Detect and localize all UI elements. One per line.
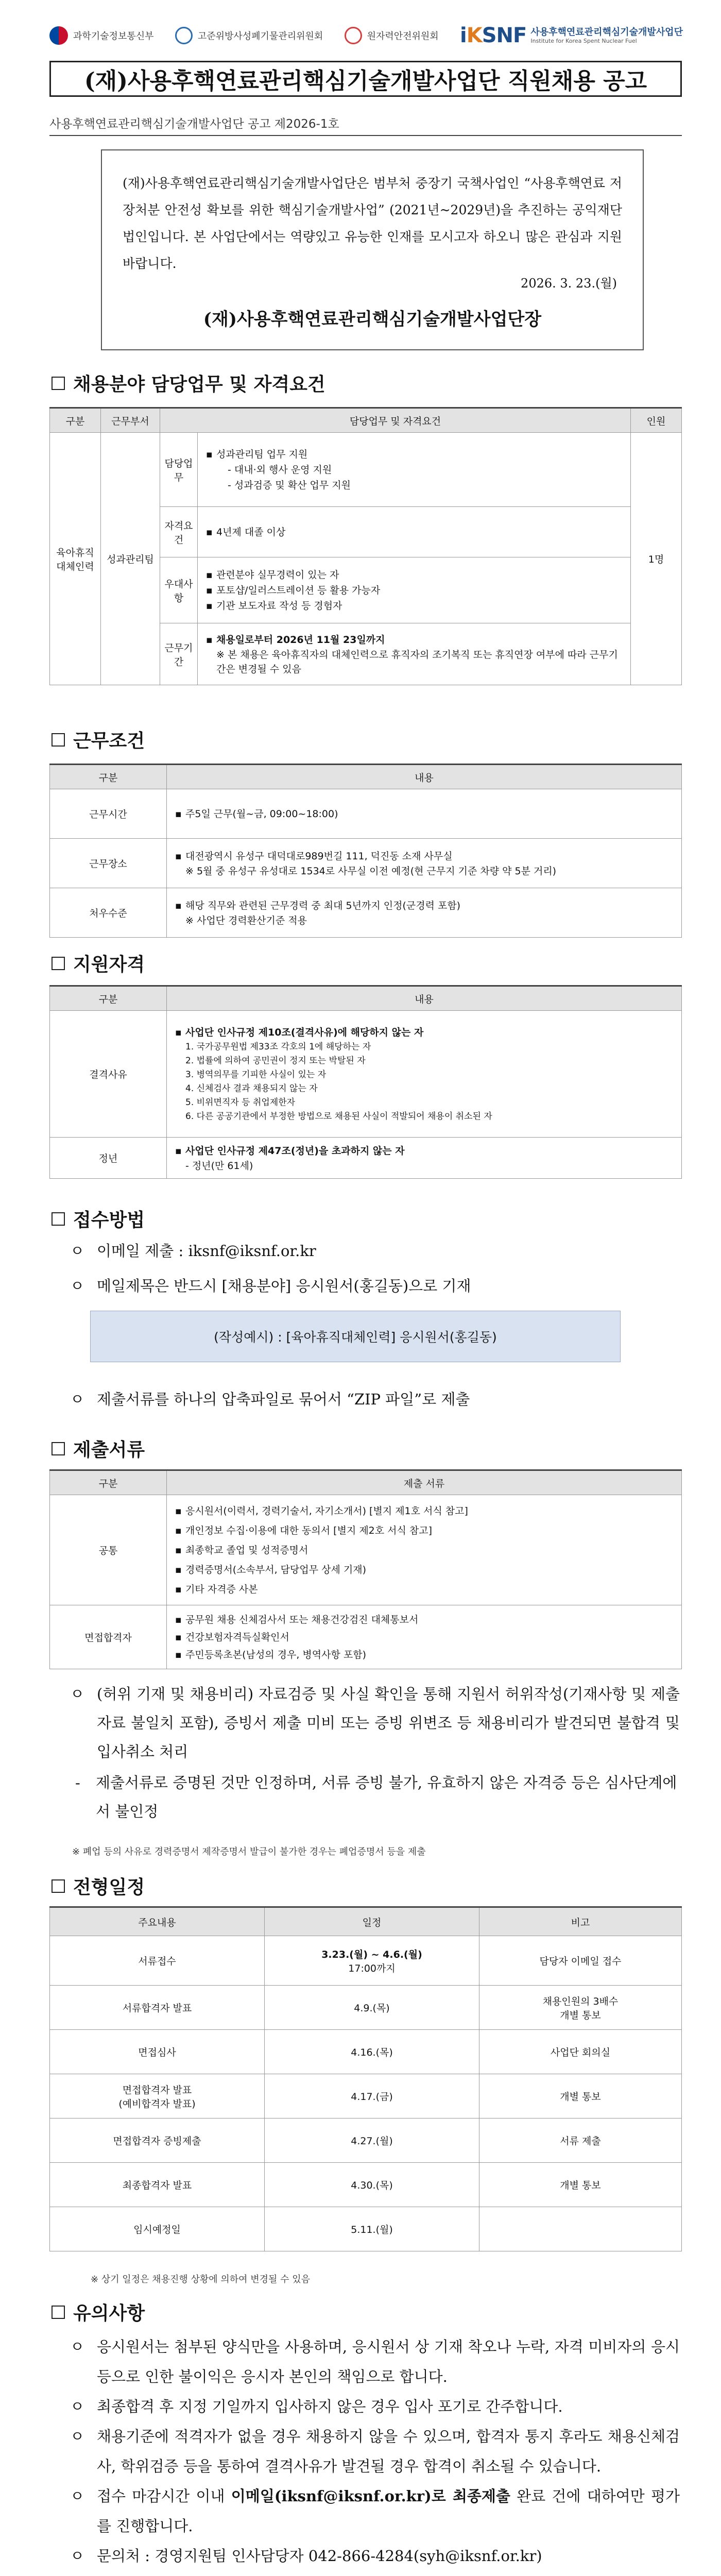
list-item: ▪ 경력증명서(소속부서, 담당업무 상세 기재)	[174, 1560, 674, 1580]
list-item	[67, 1385, 680, 1414]
recruit-department: 성과관리팀	[101, 433, 160, 685]
checkbox-square-icon	[52, 957, 65, 970]
list-item	[67, 2571, 680, 2576]
kintech-circle-icon	[175, 27, 193, 44]
list-item	[67, 1680, 680, 1766]
bullet-o-icon: ㅇ	[70, 1242, 85, 1260]
list-item: ▪ 사업단 인사규정 제47조(정년)을 초과하지 않는 자	[174, 1143, 674, 1159]
example-box: (작성예시) : [육아휴직대체인력] 응시원서(홍길동)	[90, 1311, 621, 1362]
iksnf-logo-text	[530, 27, 683, 45]
schedule-date-sub: 17:00까지	[348, 1962, 396, 1974]
schedule-note	[479, 1986, 682, 2030]
row-label: 근무시간	[50, 789, 167, 839]
list-item: ▪ 기관 보도자료 작성 등 경험자	[205, 598, 623, 614]
row-content	[167, 1138, 682, 1179]
section-title: 접수방법	[73, 1209, 145, 1231]
list-subitem: 6. 다른 공공기관에서 부정한 방법으로 채용된 사실이 적발되어 채용이 취소된 자	[185, 1111, 492, 1122]
logo-iksnf	[460, 24, 683, 47]
intro-text: (재)사용후핵연료관리핵심기술개발사업단은 범부처 중장기 국책사업인 “사용후핵연료 저장처분 안전성 확보를 위한 핵심기술개발사업” (2021년~2029년)을 추진하는 공익재단법인입니다. 본 사업단에서는 역량있고 유능한 인재를 모시고자 하오니 많은 관심과 지원 바랍니다.	[123, 176, 622, 271]
list-item: ▪ 4년제 대졸 이상	[205, 524, 623, 540]
section-heading	[52, 1435, 145, 1462]
intro-date: 2026. 3. 23.(월)	[521, 276, 617, 291]
logo-committee	[175, 27, 323, 44]
section-title: 지원자격	[73, 954, 145, 975]
schedule-date: 4.27.(월)	[265, 2119, 479, 2163]
schedule-item: 면접심사	[50, 2030, 265, 2074]
schedule-table	[49, 1906, 682, 2251]
checkbox-square-icon	[52, 377, 65, 390]
list-subitem: 5. 비위면직자 등 취업제한자	[185, 1097, 296, 1108]
bullet-o-icon: ㅇ	[70, 2338, 85, 2355]
schedule-note-main: 채용인원의 3배수	[542, 1995, 619, 2007]
logo-header	[49, 18, 683, 54]
logo-ministry	[49, 26, 154, 45]
page-title: (재)사용후핵연료관리핵심기술개발사업단 직원채용 공고	[49, 61, 682, 97]
section-title: 제출서류	[73, 1439, 145, 1461]
bullet-o-icon: ㅇ	[70, 2547, 85, 2565]
row-note: ※ 5월 중 유성구 유성대로 1534로 사무실 이전 예정(현 근무지 기준 차량 약 5분 거리)	[185, 865, 557, 877]
schedule-footnote: ※ 상기 일정은 채용진행 상황에 의하여 변경될 수 있음	[91, 2274, 311, 2285]
list-item: ▪ 관련분야 실무경력이 있는 자	[205, 567, 623, 583]
schedule-item-main: 면접합격자 발표	[122, 2084, 192, 2096]
row-content	[167, 839, 682, 888]
table-header: 일정	[265, 1907, 479, 1936]
row-content	[198, 557, 631, 623]
bullet-o-icon: ㅇ	[70, 2428, 85, 2445]
row-content	[167, 1011, 682, 1138]
schedule-item: 서류합격자 발표	[50, 1986, 265, 2030]
list-subitem: - 정년(만 61세)	[185, 1160, 253, 1172]
row-content	[167, 1495, 682, 1605]
list-item	[67, 2541, 680, 2571]
bullet-o-icon: ㅇ	[70, 2398, 85, 2415]
caution-contact: 문의처 : 경영지원팀 인사담당자 042-866-4284(syh@iksnf.or.kr)	[97, 2547, 542, 2565]
table-header: 구분	[50, 986, 167, 1011]
table-header: 구분	[50, 765, 167, 789]
list-item: ▪ 응시원서(이력서, 경력기술서, 자기소개서) [별지 제1호 서식 참고]	[174, 1501, 674, 1521]
docs-star-note: ※ 폐업 등의 사유로 경력증명서 제작증명서 발급이 불가한 경우는 폐업증명서 등을 제출	[72, 1846, 426, 1857]
row-note: ※ 본 채용은 육아휴직자의 대체인력으로 휴직자의 조기복직 또는 휴직연장 여부에 따라 근무기간은 변경될 수 있음	[216, 649, 618, 675]
schedule-note: 개별 통보	[479, 2163, 682, 2207]
section-title: 전형일정	[73, 1876, 145, 1898]
checkbox-square-icon	[52, 2306, 65, 2319]
list-subitem: - 대내·외 행사 운영 지원	[228, 464, 332, 476]
apply-list-zip	[67, 1385, 680, 1414]
row-label: 근무장소	[50, 839, 167, 888]
schedule-date: 4.30.(목)	[265, 2163, 479, 2207]
intro-box	[101, 149, 644, 350]
list-item: ▪ 건강보험자격득실확인서	[174, 1629, 674, 1646]
list-subitem: 2. 법률에 의하여 공민권이 정지 또는 박탈된 자	[185, 1055, 366, 1066]
list-item	[67, 1236, 680, 1265]
section-heading	[52, 2299, 145, 2325]
logo-mark-rest: SNF	[482, 24, 527, 47]
row-content	[198, 507, 631, 557]
schedule-date-main: 3.23.(월) ~ 4.6.(월)	[321, 1948, 422, 1960]
list-item	[67, 2392, 680, 2421]
caution-text: 최종합격 후 지정 기일까지 입사하지 않은 경우 입사 포기로 간주합니다.	[97, 2398, 563, 2415]
caution-deadline-bold: 이메일(iksnf@iksnf.or.kr)로 최종제출	[231, 2487, 510, 2505]
schedule-item: 임시예정일	[50, 2207, 265, 2251]
logo-nssc-text: 원자력안전위원회	[367, 31, 439, 42]
table-header: 내용	[167, 765, 682, 789]
row-content	[198, 623, 631, 685]
list-item: ▪ 해당 직무와 관련된 근무경력 중 최대 5년까지 인정(군경력 포함)	[174, 898, 674, 913]
docs-table	[49, 1469, 682, 1669]
table-header: 구분	[50, 1470, 167, 1495]
table-header: 인원	[631, 408, 682, 433]
apply-zip: 제출서류를 하나의 압축파일로 묶어서 “ZIP 파일”로 제출	[97, 1391, 470, 1408]
section-heading	[52, 370, 325, 396]
schedule-date: 4.16.(목)	[265, 2030, 479, 2074]
iksnf-name-en: Institute for Korea Spent Nuclear Fuel	[530, 38, 637, 45]
work-table	[49, 764, 682, 938]
list-item	[67, 2421, 680, 2481]
row-label: 정년	[50, 1138, 167, 1179]
section-title: 채용분야 담당업무 및 자격요건	[73, 374, 325, 395]
schedule-date	[265, 1936, 479, 1986]
section-heading	[52, 1206, 145, 1232]
caution-text: 접수 마감시간 이내	[97, 2487, 231, 2505]
bullet-o-icon: ㅇ	[70, 1277, 85, 1295]
table-header: 근무부서	[101, 408, 160, 433]
row-label: 처우수준	[50, 888, 167, 938]
schedule-date: 4.9.(목)	[265, 1986, 479, 2030]
list-item: ▪ 주5일 근무(월~금, 09:00~18:00)	[174, 806, 674, 822]
section-heading	[52, 726, 145, 753]
apply-list	[67, 1236, 680, 1300]
schedule-item: 최종합격자 발표	[50, 2163, 265, 2207]
list-item: ▪ 사업단 인사규정 제10조(결격사유)에 해당하지 않는 자	[174, 1025, 674, 1040]
schedule-note	[479, 2207, 682, 2251]
section-title: 유의사항	[73, 2302, 145, 2324]
row-label: 결격사유	[50, 1011, 167, 1138]
checkbox-square-icon	[52, 733, 65, 747]
list-item: - 제출서류로 증명된 것만 인정하며, 서류 증빙 불가, 유효하지 않은 자격증 등은 심사단계에서 불인정	[75, 1774, 677, 1820]
list-item	[67, 2481, 680, 2541]
list-subitem: 4. 신체검사 결과 채용되지 않는 자	[185, 1083, 318, 1094]
table-header: 내용	[167, 986, 682, 1011]
docs-note-proof: 제출서류로 증명된 것만 인정하며, 서류 증빙 불가, 유효하지 않은 자격증 등은 심사단계에서 불인정	[96, 1774, 677, 1820]
caution-list	[67, 2332, 680, 2576]
schedule-note-sub: 개별 통보	[560, 2009, 601, 2021]
row-label: 공통	[50, 1495, 167, 1605]
logo-mark-i: i	[460, 24, 467, 47]
schedule-item: 서류접수	[50, 1936, 265, 1986]
list-item: ▪ 최종학교 졸업 및 성적증명서	[174, 1540, 674, 1560]
docs-note-falsification: (허위 기재 및 채용비리) 자료검증 및 사실 확인을 통해 지원서 허위작성(기재사항 및 제출자료 불일치 포함), 증빙서 제출 미비 또는 증빙 위변조 등 채용비리가 발견되면 불합격 및 입사취소 처리	[97, 1685, 680, 1760]
list-item: ▪ 개인정보 수집·이용에 대한 동의서 [별지 제2호 서식 참고]	[174, 1521, 674, 1540]
logo-nssc	[345, 27, 439, 44]
table-header: 담당업무 및 자격요건	[160, 408, 631, 433]
table-header: 제출 서류	[167, 1470, 682, 1495]
notice-number: 사용후핵연료관리핵심기술개발사업단 공고 제2026-1호	[49, 117, 339, 131]
schedule-item	[50, 2074, 265, 2119]
bullet-o-icon: ㅇ	[70, 1685, 85, 1703]
row-content	[198, 433, 631, 507]
list-subitem: - 성과검증 및 확산 업무 지원	[228, 479, 351, 491]
row-label: 면접합격자	[50, 1605, 167, 1669]
list-item	[67, 2332, 680, 2392]
checkbox-square-icon	[52, 1212, 65, 1226]
recruit-headcount: 1명	[631, 433, 682, 685]
list-item: ▪ 기타 자격증 사본	[174, 1580, 674, 1599]
schedule-date: 4.17.(금)	[265, 2074, 479, 2119]
section-title: 근무조건	[73, 730, 145, 752]
caution-text: 응시원서는 첨부된 양식만을 사용하며, 응시원서 상 기재 착오나 누락, 자격 미비자의 응시 등으로 인한 불이익은 응시자 본인의 책임으로 합니다.	[97, 2338, 680, 2385]
row-label: 우대사항	[160, 557, 198, 623]
list-item: ▪ 공무원 채용 신체검사서 또는 채용건강검진 대체통보서	[174, 1611, 674, 1629]
list-item: ▪ 성과관리팀 업무 지원	[205, 447, 623, 462]
row-note: ※ 사업단 경력환산기준 적용	[185, 914, 307, 926]
list-subitem: 1. 국가공무원법 제33조 각호의 1에 해당하는 자	[185, 1041, 371, 1052]
caution-text: 채용기준에 적격자가 없을 경우 채용하지 않을 수 있으며, 합격자 통지 후라도 채용신체검사, 학위검증 등을 통하여 결격사유가 발견될 경우 합격이 취소될 수 있습니다.	[97, 2428, 680, 2475]
schedule-date: 5.11.(월)	[265, 2207, 479, 2251]
recruit-table	[49, 407, 682, 685]
bullet-o-icon: ㅇ	[70, 1391, 85, 1408]
row-label: 근무기간	[160, 623, 198, 685]
nssc-circle-icon	[345, 27, 362, 44]
row-content	[167, 1605, 682, 1669]
list-item	[67, 1272, 680, 1300]
caution-text: 완료 건에 대하여만 평가를 진행합니다.	[97, 2487, 680, 2535]
iksnf-name-ko: 사용후핵연료관리핵심기술개발사업단	[530, 26, 683, 38]
checkbox-square-icon	[52, 1442, 65, 1455]
recruit-category: 육아휴직대체인력	[50, 433, 101, 685]
logo-ministry-text: 과학기술정보통신부	[73, 31, 154, 42]
docs-notes	[67, 1680, 680, 1826]
schedule-note: 서류 제출	[479, 2119, 682, 2163]
logo-committee-text: 고준위방사성폐기물관리위원회	[197, 31, 323, 42]
row-content	[167, 789, 682, 839]
iksnf-logo-icon	[460, 24, 526, 47]
list-item: ▪ 포토샵/일러스트레이션 등 활용 가능자	[205, 583, 623, 598]
schedule-note: 사업단 회의실	[479, 2030, 682, 2074]
schedule-note: 개별 통보	[479, 2074, 682, 2119]
apply-subject: 메일제목은 반드시 [채용분야] 응시원서(홍길동)으로 기재	[97, 1277, 471, 1295]
divider	[49, 135, 682, 136]
table-header: 구분	[50, 408, 101, 433]
list-item: ▪ 채용일로부터 2026년 11월 23일까지	[205, 632, 623, 648]
list-item: ▪ 대전광역시 유성구 대덕대로989번길 111, 덕진동 소재 사무실	[174, 849, 674, 864]
list-item: ▪ 주민등록초본(남성의 경우, 병역사항 포함)	[174, 1646, 674, 1664]
list-subitem: 3. 병역의무를 기피한 사실이 있는 자	[185, 1069, 327, 1080]
eligibility-table	[49, 985, 682, 1179]
bullet-o-icon: ㅇ	[70, 2487, 85, 2505]
section-heading	[52, 1873, 145, 1899]
bullet-o-icon	[70, 2571, 84, 2576]
section-heading	[52, 950, 145, 976]
table-header: 주요내용	[50, 1907, 265, 1936]
row-label: 자격요건	[160, 507, 198, 557]
checkbox-square-icon	[52, 1879, 65, 1893]
logo-mark-k: K	[466, 24, 482, 47]
schedule-item: 면접합격자 증빙제출	[50, 2119, 265, 2163]
apply-email: 이메일 제출 : iksnf@iksnf.or.kr	[97, 1242, 316, 1260]
intro-org: (재)사용후핵연료관리핵심기술개발사업단장	[203, 309, 542, 330]
schedule-item-sub: (예비합격자 발표)	[118, 2098, 196, 2110]
schedule-note: 담당자 이메일 접수	[479, 1936, 682, 1986]
row-content	[167, 888, 682, 938]
table-header: 비고	[479, 1907, 682, 1936]
gov-emblem-icon	[49, 26, 68, 45]
row-label: 담당업무	[160, 433, 198, 507]
